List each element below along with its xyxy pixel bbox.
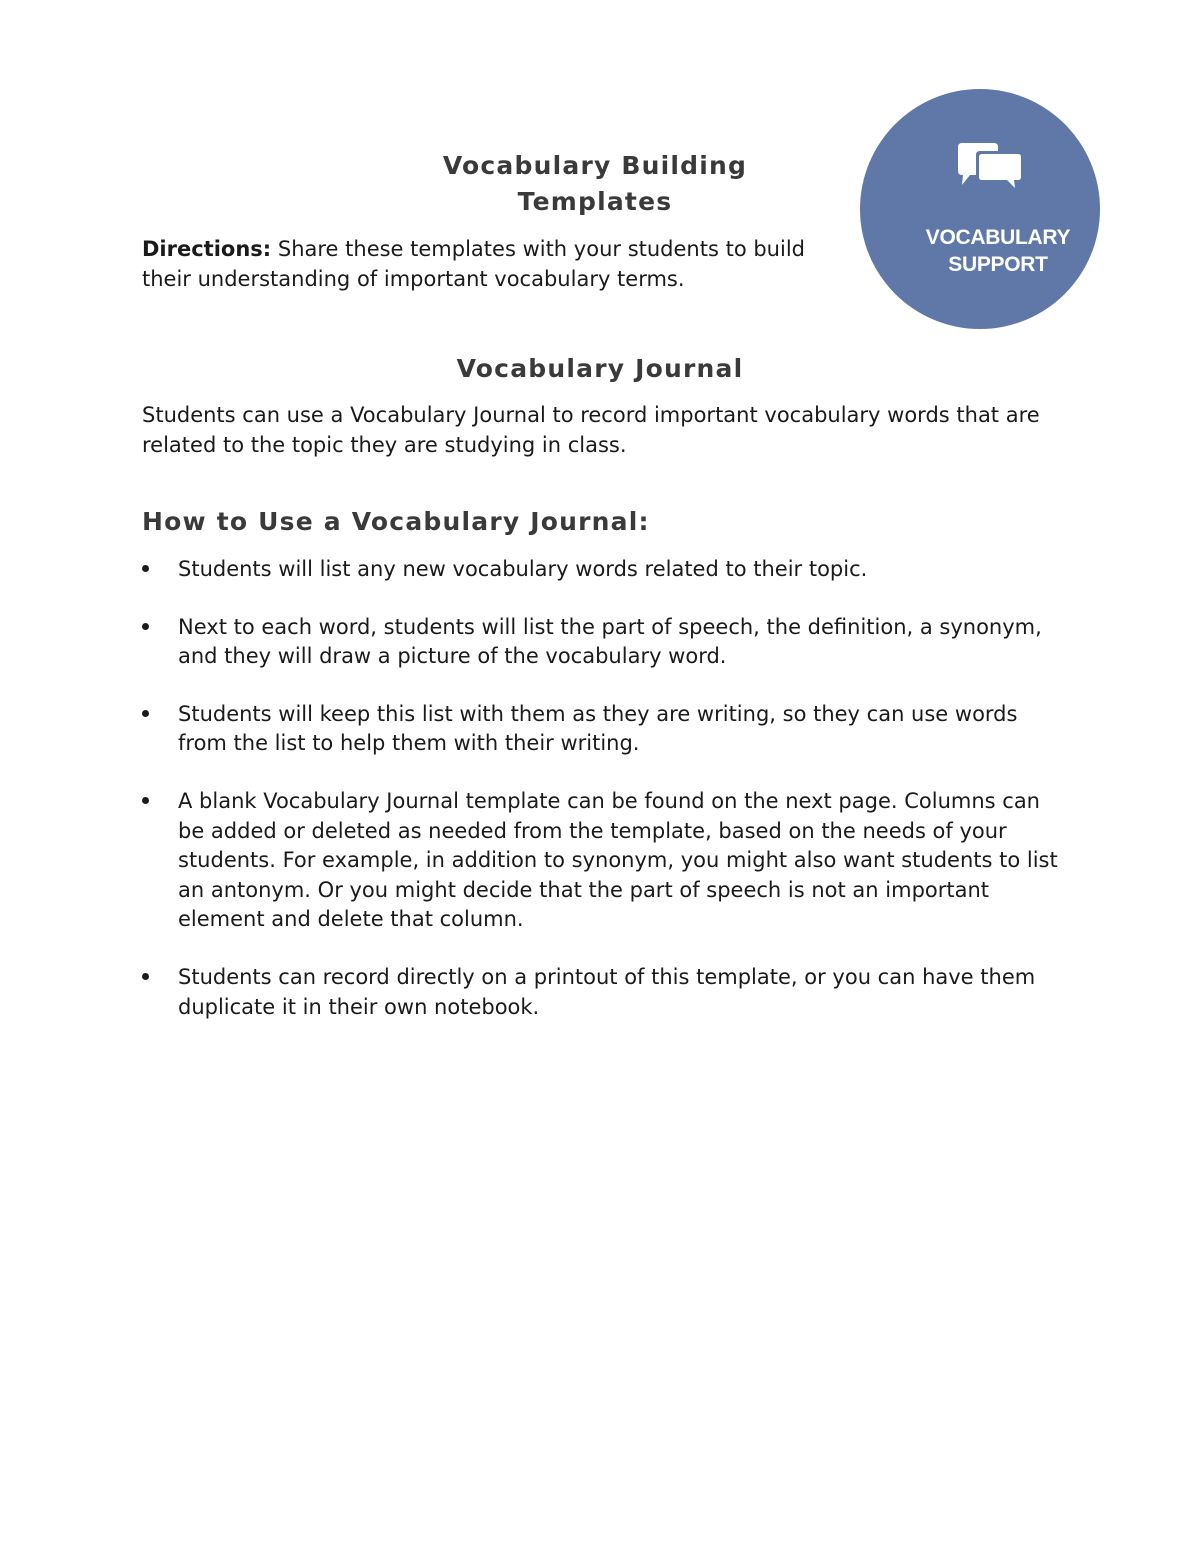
page-title-line2: Templates bbox=[517, 187, 673, 216]
list-item bbox=[142, 555, 1072, 585]
journal-intro-paragraph: Students can use a Vocabulary Journal to record important vocabulary words that are related to the topic they are studying in class. bbox=[142, 403, 1040, 457]
bullet-icon bbox=[142, 710, 149, 717]
bullet-icon bbox=[142, 973, 149, 980]
bullet-icon bbox=[142, 565, 149, 572]
directions-label: Directions: bbox=[142, 237, 272, 261]
speech-bubbles-icon bbox=[954, 141, 1030, 201]
list-item bbox=[142, 700, 1072, 759]
list-item-text: Students will list any new vocabulary words related to their topic. bbox=[178, 557, 868, 581]
list-item-text: Next to each word, students will list the part of speech, the definition, a synonym, and they will draw a picture of the vocabulary word. bbox=[178, 614, 1042, 669]
badge-label-line1: VOCABULARY bbox=[925, 226, 1071, 249]
vocabulary-support-badge bbox=[860, 89, 1100, 329]
page-title bbox=[380, 148, 810, 220]
list-item-text: A blank Vocabulary Journal template can be found on the next page. Columns can be added or deleted as needed from the template, based on the needs of your students. For example, in addition to synonym, you might also want students to list an antonym. Or you might decide that the part of speech is not an important element and delete that column. bbox=[178, 788, 1058, 932]
how-to-list bbox=[142, 555, 1072, 1050]
directions-paragraph bbox=[142, 234, 832, 294]
bullet-icon bbox=[142, 623, 149, 630]
badge-label-line2: SUPPORT bbox=[948, 253, 1048, 276]
list-item bbox=[142, 963, 1072, 1022]
bullet-icon bbox=[142, 797, 149, 804]
list-item bbox=[142, 787, 1072, 935]
directions-text: Share these templates with your students to build their understanding of important vocabulary terms. bbox=[142, 237, 805, 291]
list-item-text: Students will keep this list with them as they are writing, so they can use words from the list to help them with their writing. bbox=[178, 701, 1018, 756]
badge-label bbox=[860, 224, 1136, 278]
list-item bbox=[142, 613, 1072, 672]
section-heading-journal: Vocabulary Journal bbox=[456, 354, 744, 383]
page-title-line1: Vocabulary Building bbox=[442, 151, 748, 180]
section-heading-how-to: How to Use a Vocabulary Journal: bbox=[142, 507, 650, 536]
list-item-text: Students can record directly on a printout of this template, or you can have them duplicate it in their own notebook. bbox=[178, 964, 1036, 1019]
